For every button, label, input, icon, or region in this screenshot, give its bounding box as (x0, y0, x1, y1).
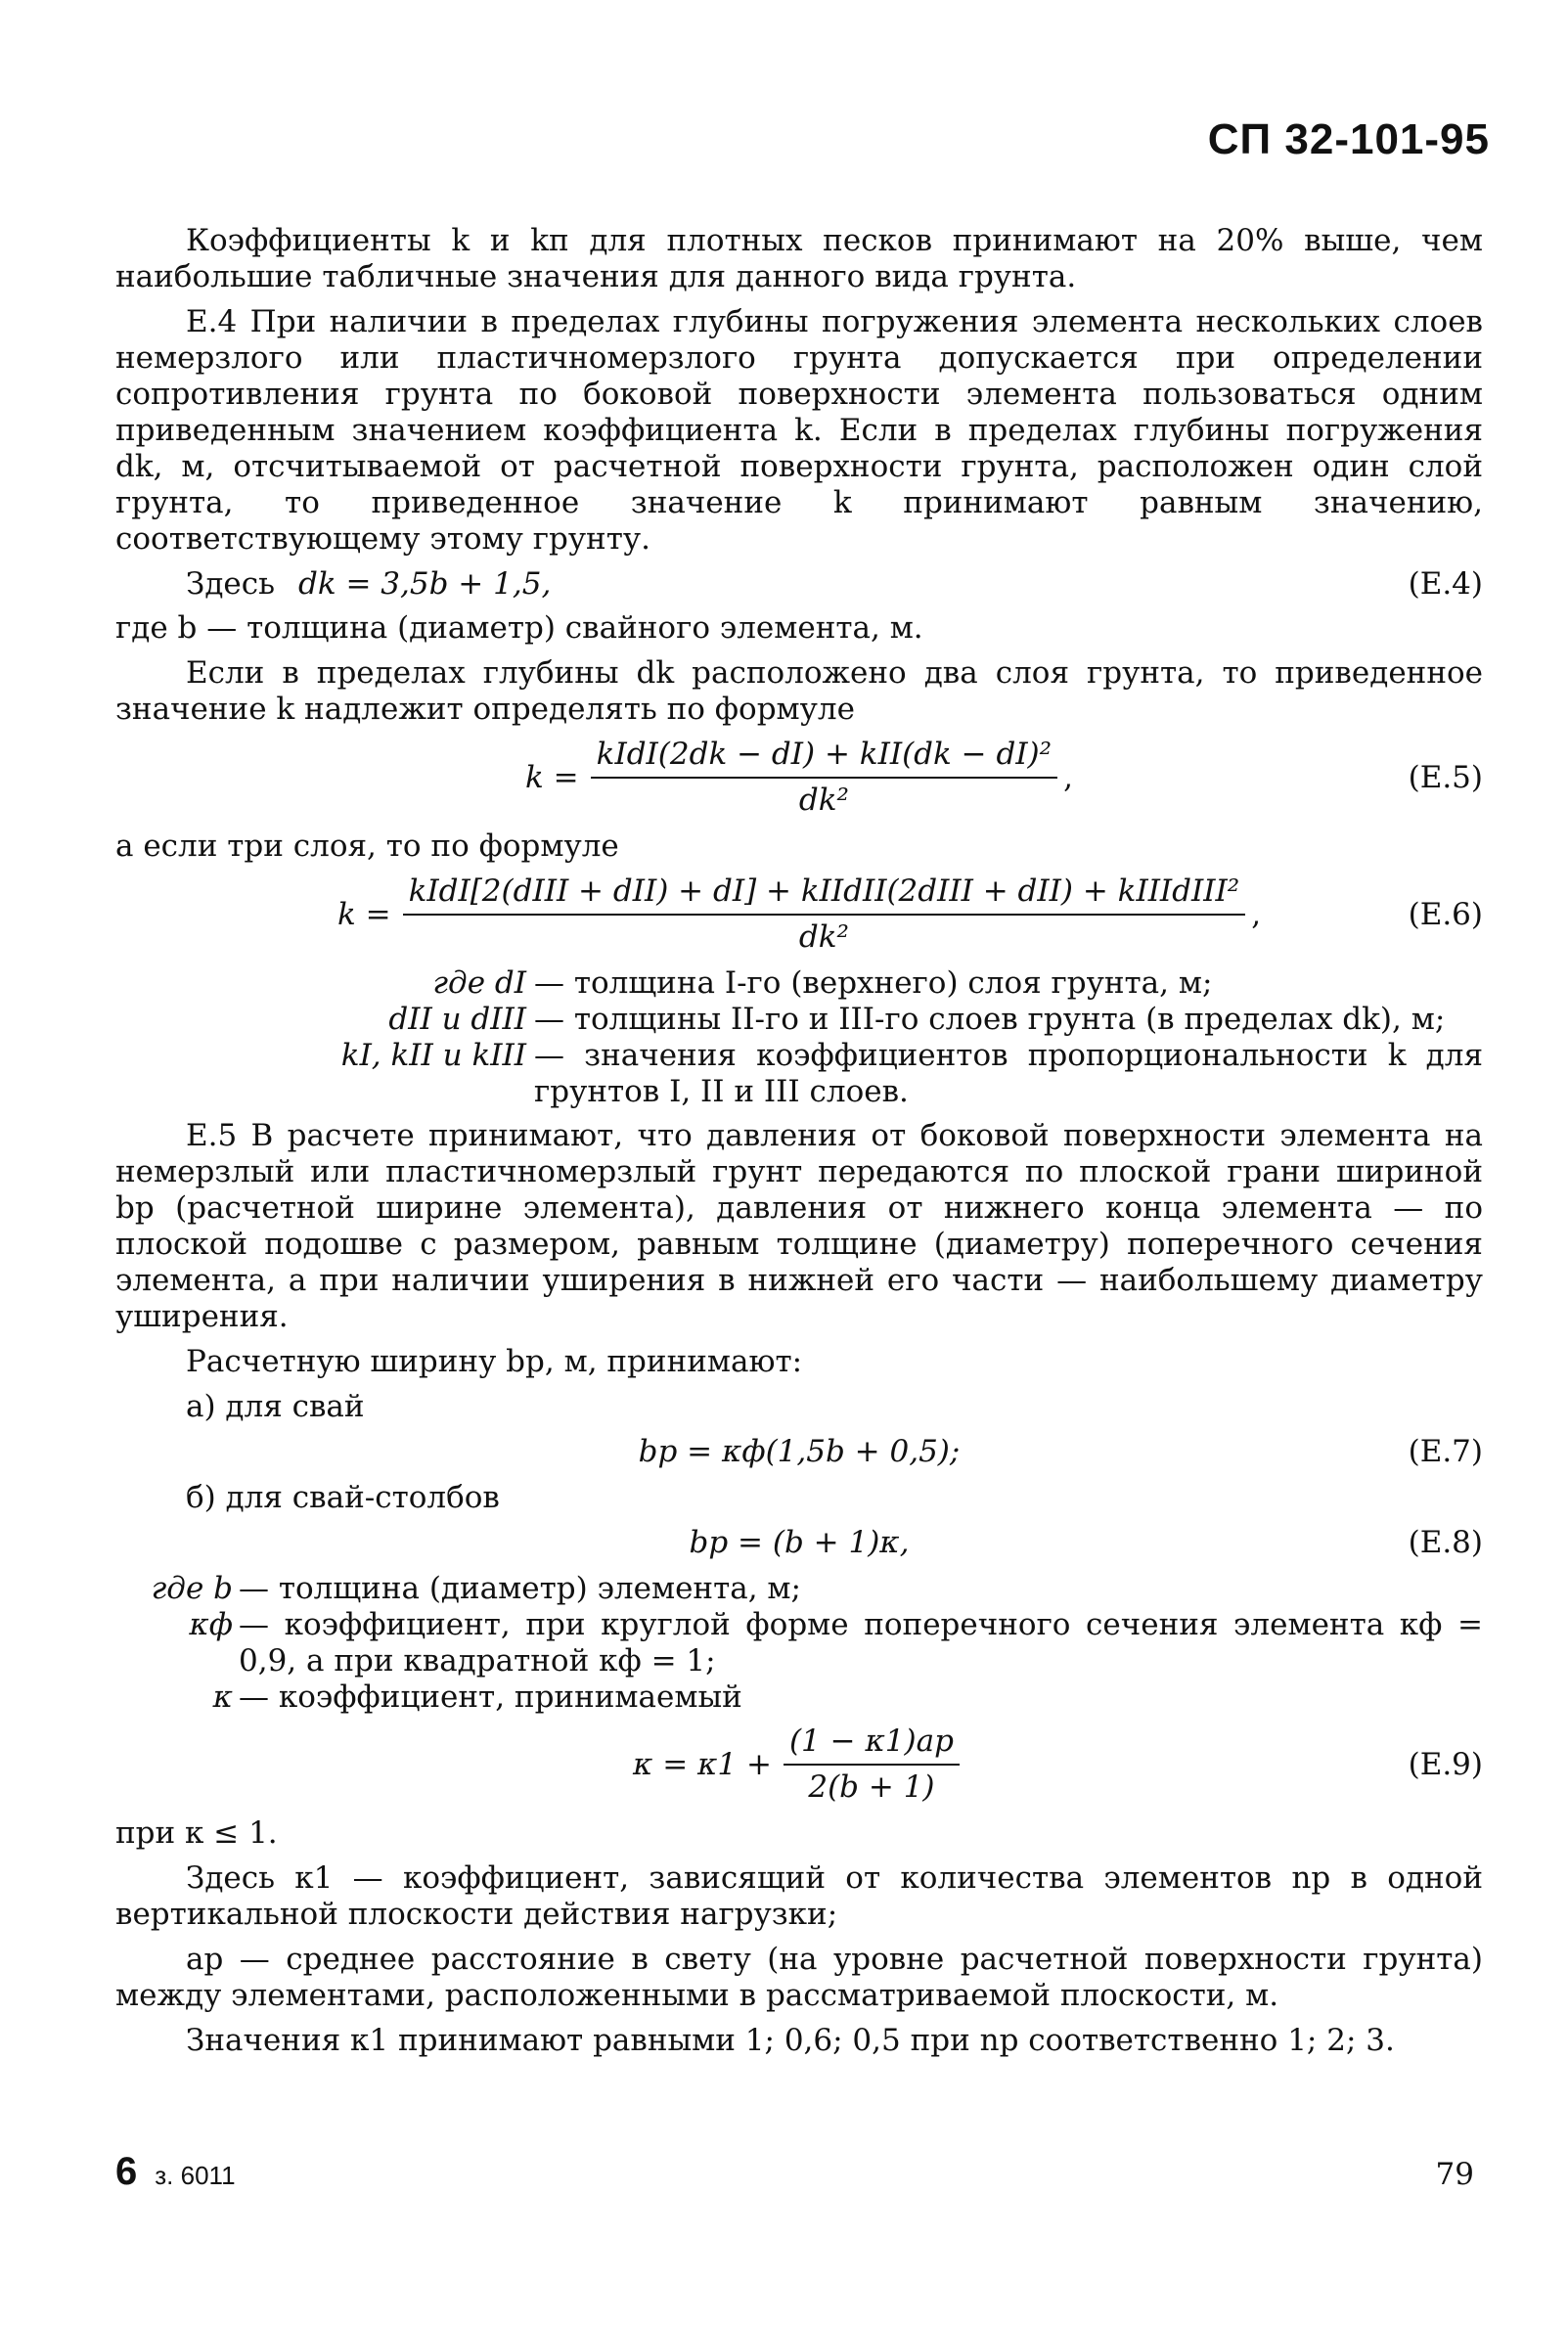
equation-e5-denominator: dk² (798, 783, 849, 818)
paragraph-three-layers: а если три слоя, то по формуле (115, 828, 619, 864)
footer-left (115, 2150, 236, 2194)
definition-text: — толщина (диаметр) элемента, м; (239, 1571, 801, 1606)
equation-e9 (115, 1724, 1483, 1806)
equation-e6-numerator: kIdI[2(dIII + dII) + dI] + kIIdII(2dIII + dII) + kIIIdIII² (403, 873, 1246, 916)
equation-e4-body: dk = 3,5b + 1,5, (298, 566, 552, 602)
paragraph-kappa1: Здесь κ1 — коэффициент, зависящий от количества элементов np в одной вертикальной плоскости действия нагрузки; (115, 1860, 1483, 1932)
equation-e6-tag: (Е.6) (1408, 896, 1483, 932)
paragraph-e5: Е.5 В расчете принимают, что давления от боковой поверхности элемента на немерзлый или пластичномерзлый грунт передаются по плоской грани шириной bp (расчетной ширине элемента), давления от нижнего конца элемента — по плоской подошве с размером, равным толщине (диаметру) поперечного сечения элемента, а при наличии уширения в нижней его части — наибольшему диаметру уширения. (115, 1118, 1483, 1334)
definition-text: — коэффициент, принимаемый (239, 1679, 742, 1715)
paragraph-ap: ap — среднее расстояние в свету (на уровне расчетной поверхности грунта) между элементами, расположенными в рассматриваемой плоскости, м. (115, 1942, 1483, 2013)
definition-symbol: где b (151, 1571, 233, 1606)
equation-e5: k = $\frac{\text{kIdI(2dk − dI) + kII(dk − dI)²}}{\text{dk²}}$ , (Е.5) (525, 737, 1483, 818)
paragraph-for-pile-columns: б) для свай-столбов (186, 1480, 500, 1515)
equation-e8 (115, 1525, 1483, 1561)
page-footer (115, 2150, 1474, 2194)
definition-text: — толщина I-го (верхнего) слоя грунта, м; (534, 965, 1213, 1001)
equation-e8-body: bp = (b + 1)κ, (689, 1525, 910, 1560)
definition-text: — коэффициент, при круглой форме поперечного сечения элемента κф = 0,9, а при квадратной κф = 1; (239, 1607, 1483, 1679)
equation-e5-lhs: k = (525, 759, 579, 795)
equation-e9-fraction (784, 1724, 960, 1806)
equation-e4-tag: (Е.4) (1408, 566, 1483, 602)
definitions-width (115, 1571, 1483, 1716)
signature-number: 6 (115, 2150, 138, 2193)
equation-e4 (115, 566, 1483, 603)
definition-symbol: κф (189, 1607, 233, 1642)
paragraph-kappa-values: Значения κ1 принимают равными 1; 0,6; 0,5 при np соответственно 1; 2; 3. (186, 2023, 1395, 2058)
definition-symbol: dII и dIII (388, 1002, 526, 1037)
page-number: 79 (1435, 2157, 1474, 2192)
standard-code-header: СП 32-101-95 (1207, 115, 1490, 163)
definition-symbol: kI, kII и kIII (340, 1038, 526, 1073)
equation-e6-denominator: dk² (798, 919, 849, 955)
paragraph-b-definition: где b — толщина (диаметр) свайного элемента, м. (115, 610, 923, 646)
definitions-layers (115, 965, 1483, 1110)
definition-symbol: где dI (432, 965, 526, 1001)
definition-text: — значения коэффициентов пропорциональности k для грунтов I, II и III слоев. (534, 1038, 1483, 1109)
paragraph-e4: Е.4 При наличии в пределах глубины погружения элемента нескольких слоев немерзлого или пластичномерзлого грунта допускается при определении сопротивления грунта по боковой поверхности элемента пользоваться одним приведенным значением коэффициента k. Если в пределах глубины погружения dk, м, отсчитываемой от расчетной поверхности грунта, расположен один слой грунта, то приведенное значение k принимают равным значению, соответствующему этому грунту. (115, 304, 1483, 557)
paragraph-for-piles: а) для свай (186, 1389, 365, 1424)
definition-symbol: κ (212, 1679, 233, 1715)
equation-e9-lhs: κ = κ1 + (633, 1746, 772, 1782)
equation-e9-denominator: 2(b + 1) (808, 1769, 935, 1805)
equation-e8-tag: (Е.8) (1408, 1525, 1483, 1560)
equation-e6-fraction (403, 873, 1246, 956)
equation-e7 (115, 1434, 1483, 1470)
page-body (115, 223, 1483, 2068)
paragraph-sand-coefficients: Коэффициенты k и kп для плотных песков принимают на 20% выше, чем наибольшие табличные значения для данного вида грунта. (115, 223, 1483, 294)
equation-e7-tag: (Е.7) (1408, 1434, 1483, 1469)
equation-e7-body: bp = κф(1,5b + 0,5); (638, 1434, 961, 1469)
equation-e5-numerator: kIdI(2dk − dI) + kII(dk − dI)² (591, 737, 1057, 779)
paragraph-kappa-condition: при κ ≤ 1. (115, 1815, 278, 1851)
print-order: з. 6011 (155, 2161, 236, 2190)
equation-e6: k = $\frac{\text{kIdI[2(dIII + dII) + dI] + kIIdII(2dIII + dII) + kIIIdIII²}}{\text{dk²}}$ , (Е.6) (336, 873, 1483, 955)
equation-e5-tag: (Е.5) (1408, 759, 1483, 795)
definition-text: — толщины II-го и III-го слоев грунта (в пределах dk), м; (534, 1002, 1446, 1037)
equation-e9-numerator: (1 − κ1)ap (784, 1724, 960, 1766)
equation-e5-fraction (591, 737, 1057, 819)
equation-e6-lhs: k = (336, 896, 391, 932)
paragraph-two-layers: Если в пределах глубины dk расположено два слоя грунта, то приведенное значение k надлежит определять по формуле (115, 655, 1483, 727)
paragraph-design-width: Расчетную ширину bp, м, принимают: (186, 1344, 803, 1379)
equation-e9-tag: (Е.9) (1408, 1746, 1483, 1782)
equation-e4-prefix: Здесь (186, 566, 275, 602)
